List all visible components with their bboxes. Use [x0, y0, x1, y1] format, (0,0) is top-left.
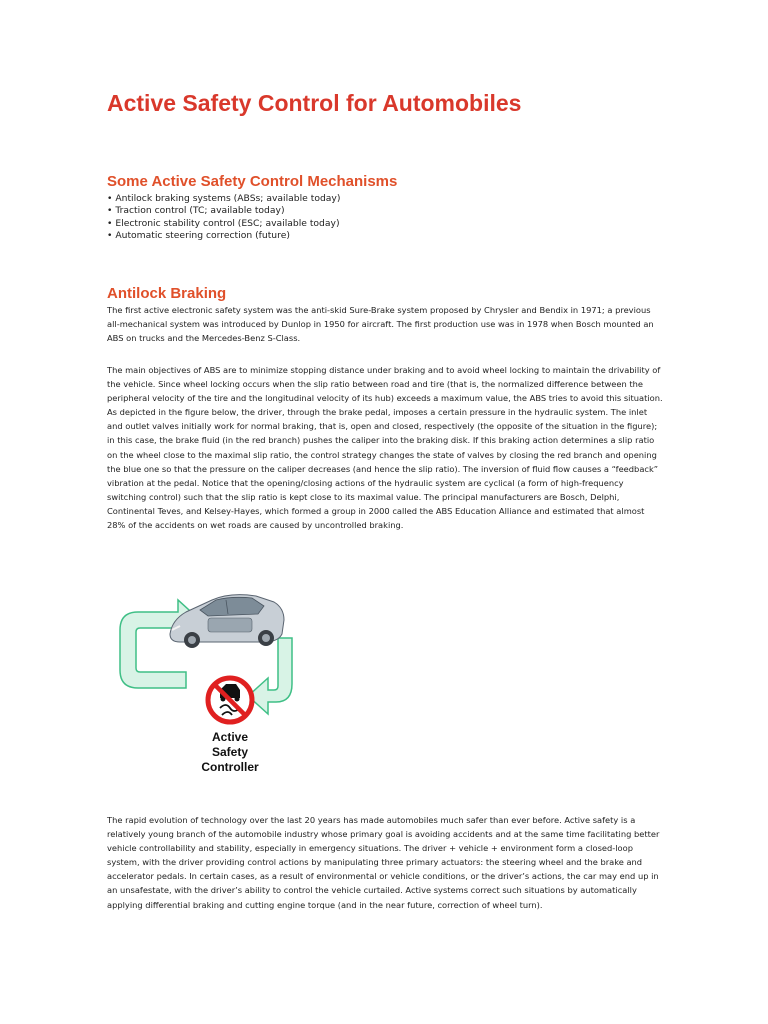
figure-caption-line2: Safety: [211, 745, 249, 759]
figure-caption-line1: Active: [211, 730, 249, 744]
document-title: Active Safety Control for Automobiles: [107, 90, 522, 116]
feedback-loop-diagram: [108, 560, 304, 780]
section-heading-mechanisms: Some Active Safety Control Mechanisms: [107, 173, 398, 190]
figure-caption-line3: Controller: [201, 760, 259, 774]
active-safety-figure: [108, 560, 304, 780]
list-item: • Antilock braking systems (ABSs; available today): [107, 193, 340, 205]
paragraph-history: The first active electronic safety system was the anti-skid Sure-Brake system proposed by Chrysler and Bendix in 1971; a previous all-mechanical system was introduced by Dunlop in 1950 for aircraft. The first production use was in 1978 when Bosch mounted an ABS on trucks and the Mercedes-Benz S-Class.: [107, 305, 654, 344]
car-icon: [170, 595, 284, 648]
no-skid-sign-icon: [208, 678, 252, 722]
list-item: • Electronic stability control (ESC; available today): [107, 218, 340, 230]
loop-arrow-right-icon: [248, 638, 292, 714]
paragraph-abs-objectives: The main objectives of ABS are to minimize stopping distance under braking and to avoid wheel locking to maintain the drivability of the vehicle. Since wheel locking occurs when the slip ratio between road and tire (that is, the normalized difference between the peripheral velocity of the tire and the longitudinal velocity of its hub) exceeds a maximum value, the ABS tries to avoid this situation. As depicted in the figure below, the driver, through the brake pedal, imposes a certain pressure in the hydraulic system. The inlet and outlet valves initially work for normal braking, that is, open and closed, respectively (the opposite of the situation in the figure); in this case, the brake fluid (in the red branch) pushes the caliper into the braking disk. If this braking action determines a slip ratio on the wheel close to the maximal slip ratio, the control strategy changes the state of valves by closing the red branch and opening the blue one so that the pressure on the caliper decreases (and hence the slip ratio). The inversion of fluid flow causes a “feedback” vibration at the pedal. Notice that the opening/closing actions of the hydraulic system are cyclical (a form of high-frequency switching control) such that the slip ratio is kept close to its maximal value. The principal manufacturers are Bosch, Delphi, Continental Teves, and Kelsey-Hayes, which formed a group in 2000 called the ABS Education Alliance and estimated that almost 28% of the accidents on wet roads are caused by uncontrolled braking.: [107, 365, 663, 531]
list-item: • Traction control (TC; available today): [107, 205, 340, 217]
section-heading-antilock-braking: Antilock Braking: [107, 285, 227, 302]
list-item: • Automatic steering correction (future): [107, 230, 340, 242]
mechanisms-list: [107, 193, 340, 243]
paragraph-active-safety-evolution: The rapid evolution of technology over the last 20 years has made automobiles much safer than ever before. Active safety is a relatively young branch of the automobile industry whose primary goal is avoiding accidents and at the same time facilitating better vehicle controllability and stability, especially in emergency situations. The driver + vehicle + environment form a closed-loop system, with the driver providing control actions by manipulating three primary actuators: the steering wheel and the brake and accelerator pedals. In certain cases, as a result of environmental or vehicle conditions, or the driver’s actions, the car may end up in an unsafestate, with the driver’s ability to control the vehicle curtailed. Active systems correct such situations by automatically applying differential braking and cutting engine torque (and in the near future, correction of wheel turn).: [107, 815, 660, 910]
